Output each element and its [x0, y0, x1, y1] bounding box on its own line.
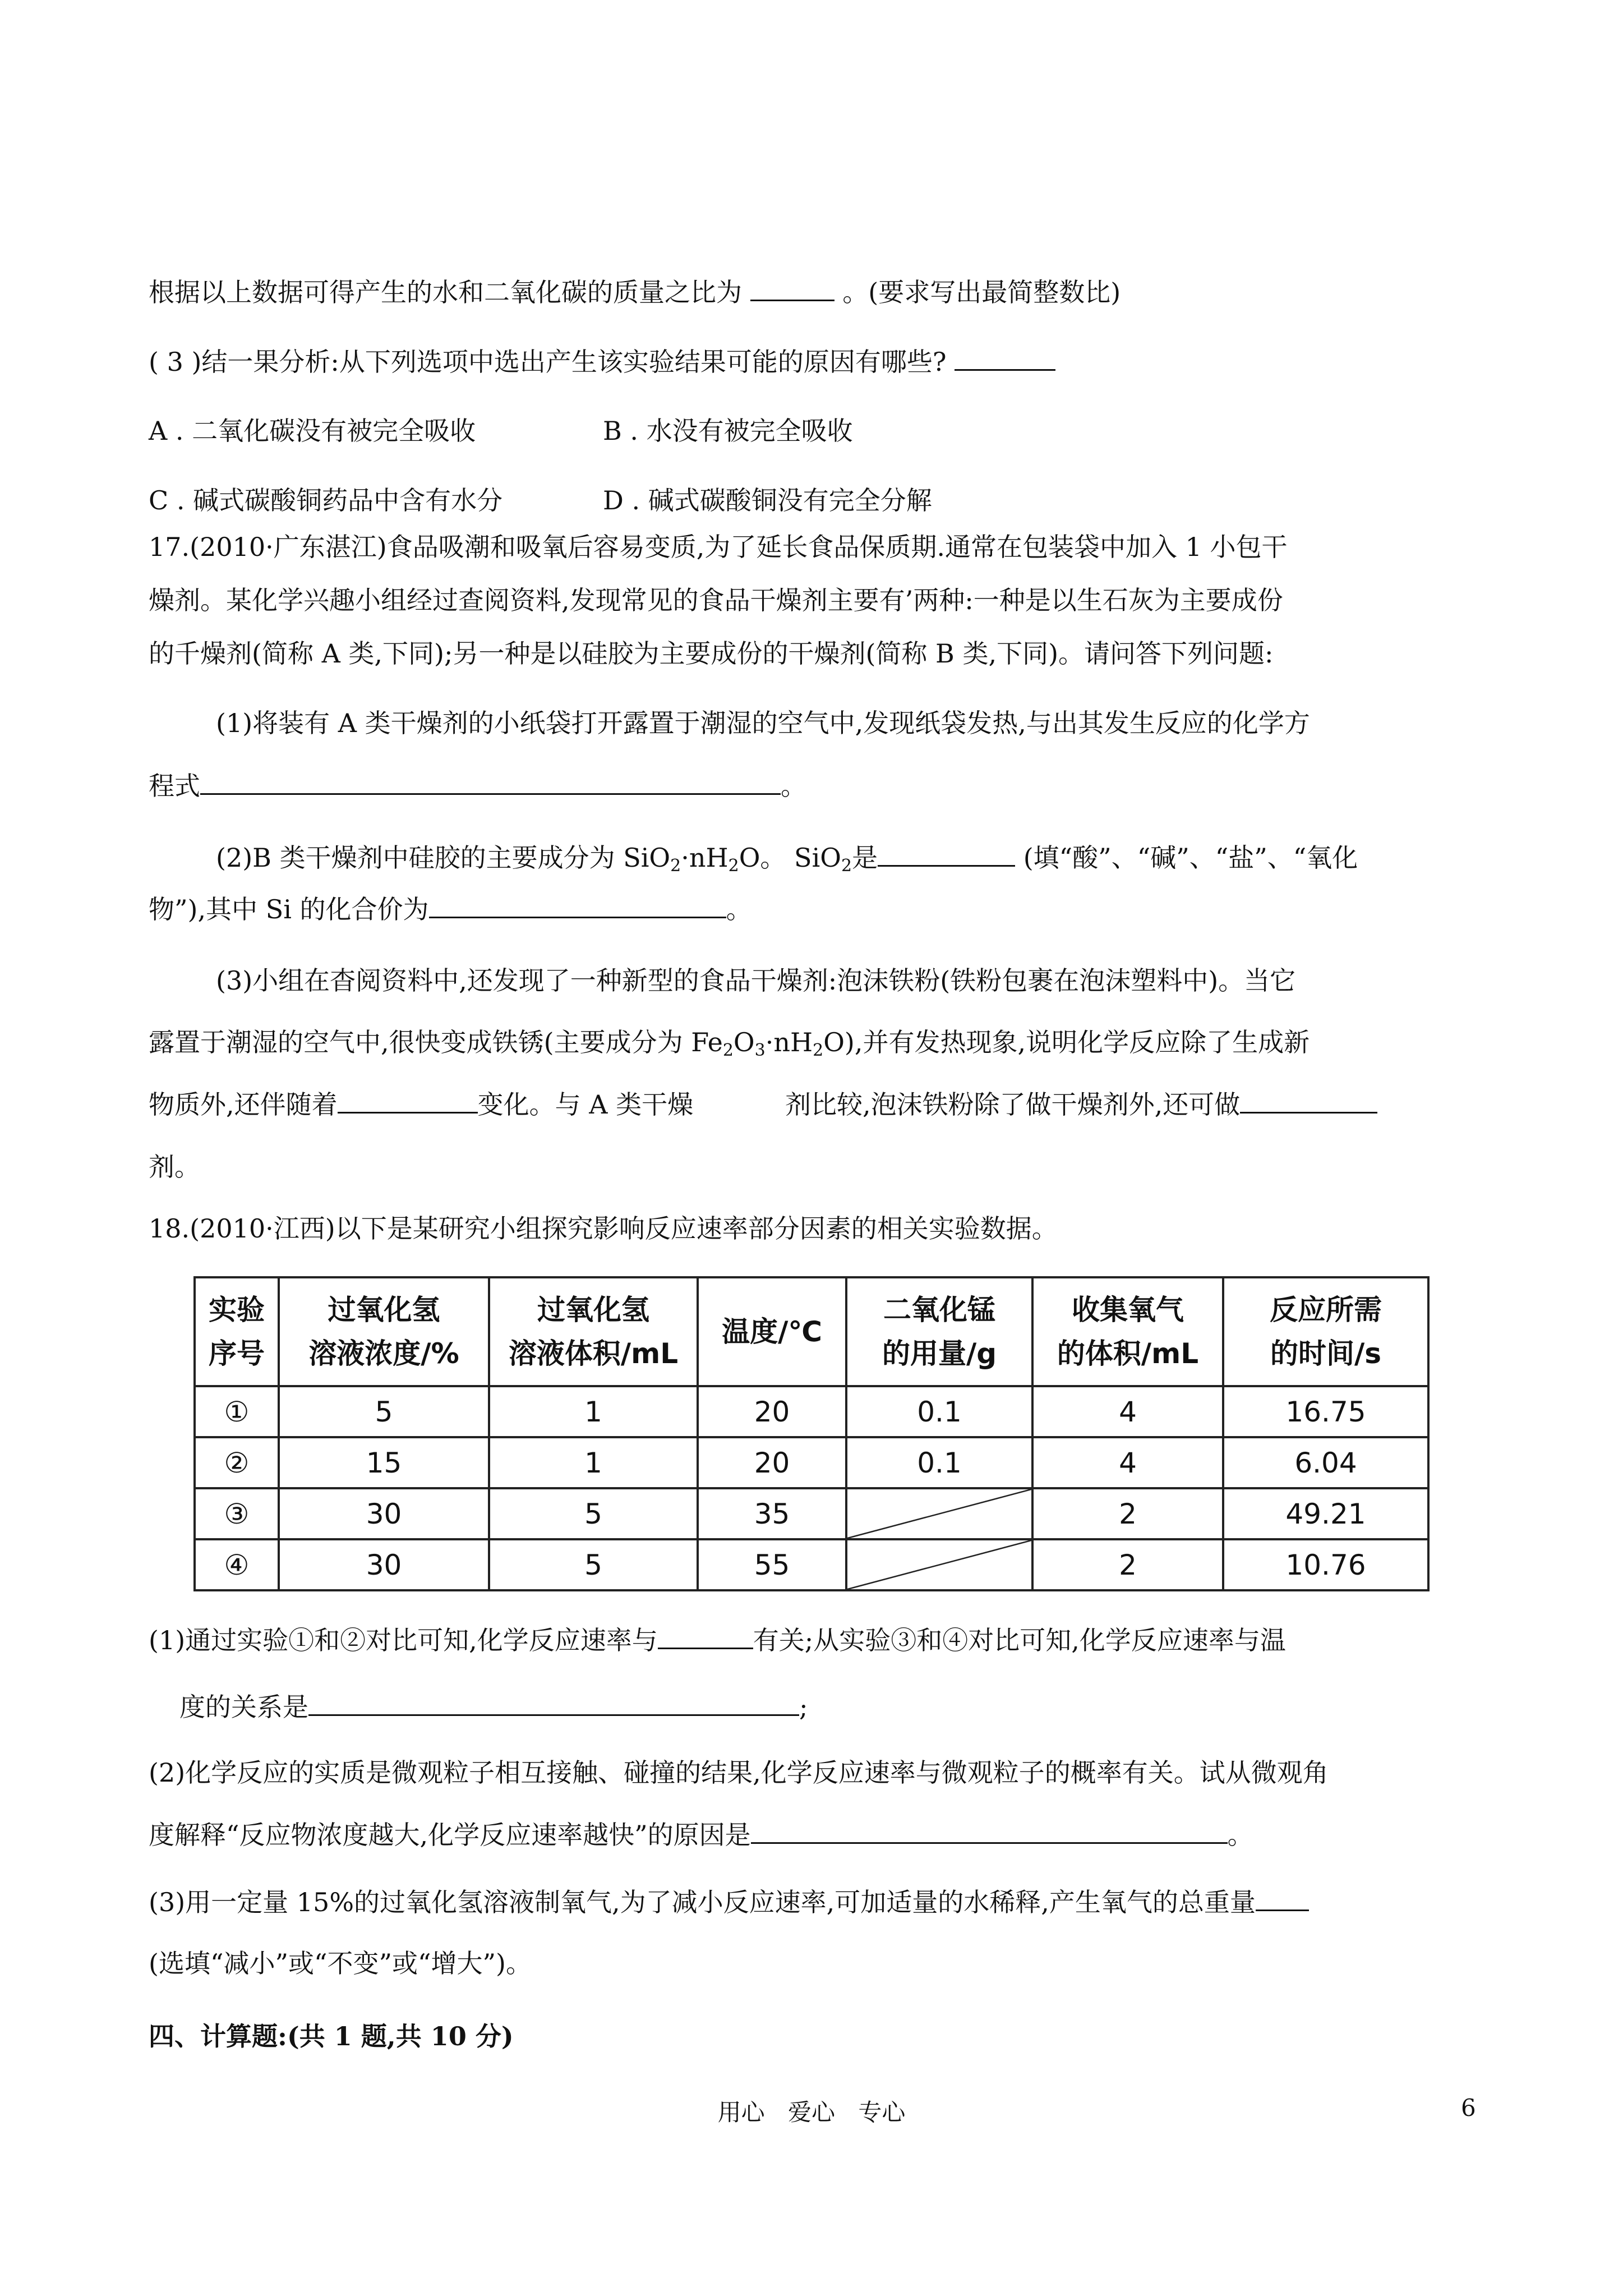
table-cell: 5: [279, 1386, 489, 1437]
q18-sub2: (2)化学反应的实质是微观粒子相互接触、碰撞的结果,化学反应速率与微观粒子的概率有关。试从微观角: [149, 1757, 1329, 1788]
q18-sub1-cont: 度的关系是 ;: [179, 1690, 808, 1724]
q18-sub2-cont: 度解释“反应物浓度越大,化学反应速率越快”的原因是 。: [149, 1818, 1253, 1852]
table-cell: 55: [698, 1539, 846, 1590]
answer-blank[interactable]: [429, 892, 726, 918]
answer-blank[interactable]: [338, 1087, 478, 1114]
experiment-table: [193, 1276, 1430, 1591]
q17-sub3-cont: 剂比较,泡沫铁粉除了做干燥剂外,还可做: [785, 1087, 1377, 1121]
table-cell: 0.1: [846, 1437, 1032, 1488]
q18-sub3: (3)用一定量 15%的过氧化氢溶液制氧气,为了减小反应速率,可加适量的水稀释,产生氧气的总重量: [149, 1885, 1309, 1919]
table-cell: 4: [1032, 1386, 1223, 1437]
q17-sub2: (2)B 类干燥剂中硅胶的主要成分为 $SiO_2\cdot nH_2O$。 SiO$_2$是 (填“酸”、“碱”、“盐”、“氧化: [216, 840, 1358, 875]
table-row: [195, 1488, 1428, 1539]
table-cell: 4: [1032, 1437, 1223, 1488]
table-cell: 1: [489, 1386, 698, 1437]
table-header-row: [195, 1277, 1428, 1386]
q17-line: 17.(2010·广东湛江)食品吸潮和吸氧后容易变质,为了延长食品保质期.通常在包装袋中加入 1 小包干: [149, 532, 1288, 562]
header-cell: 实验 序号: [195, 1277, 279, 1386]
table-cell: 35: [698, 1488, 846, 1539]
q17-sub1-cont: 程式 。: [149, 769, 806, 803]
page-number: 6: [1461, 2094, 1476, 2122]
table-cell: 1: [489, 1437, 698, 1488]
section-heading: 四、计算题:(共 1 题,共 10 分): [149, 2021, 514, 2051]
text-line: 根据以上数据可得产生的水和二氧化碳的质量之比为 。(要求写出最简整数比): [149, 275, 1121, 309]
table-cell: 20: [698, 1386, 846, 1437]
table-cell: ④: [195, 1539, 279, 1590]
text-line: ( 3 )结一果分析:从下列选项中选出产生该实验结果可能的原因有哪些?: [149, 344, 1055, 379]
table-cell: 30: [279, 1488, 489, 1539]
table-cell: 5: [489, 1488, 698, 1539]
q17-line: 燥剂。某化学兴趣小组经过查阅资料,发现常见的食品干燥剂主要有’两种:一种是以生石灰为主要成份: [149, 585, 1283, 615]
table-cell: ③: [195, 1488, 279, 1539]
answer-blank[interactable]: [878, 840, 1015, 867]
diagonal-cell: [846, 1488, 1032, 1539]
header-cell: 收集氧气 的体积/mL: [1032, 1277, 1223, 1386]
header-cell: 温度/℃: [698, 1277, 846, 1386]
diagonal-line: [847, 1540, 1031, 1589]
answer-blank[interactable]: [1256, 1885, 1309, 1911]
table-cell: 0.1: [846, 1386, 1032, 1437]
option-a: A . 二氧化碳没有被完全吸收: [149, 416, 476, 446]
table-row: [195, 1539, 1428, 1590]
answer-blank[interactable]: [200, 769, 781, 795]
q18-line: 18.(2010·江西)以下是某研究小组探究影响反应速率部分因素的相关实验数据。: [149, 1213, 1058, 1244]
header-cell: 二氧化锰 的用量/g: [846, 1277, 1032, 1386]
table-cell: 5: [489, 1539, 698, 1590]
answer-blank[interactable]: [955, 344, 1055, 371]
q17-sub3-cont: 露置于潮湿的空气中,很快变成铁锈(主要成分为 $Fe_2O_3\cdot nH_2O$),并有发热现象,说明化学反应除了生成新: [149, 1027, 1310, 1060]
header-cell: 过氧化氢 溶液浓度/%: [279, 1277, 489, 1386]
q17-line: 的千燥剂(简称 A 类,下同);另一种是以硅胶为主要成份的干燥剂(简称 B 类,下同)。请问答下列问题:: [149, 638, 1274, 669]
table-cell: 49.21: [1223, 1488, 1428, 1539]
table-cell: ①: [195, 1386, 279, 1437]
table-cell: 30: [279, 1539, 489, 1590]
q17-sub1: (1)将装有 A 类干燥剂的小纸袋打开露置于潮湿的空气中,发现纸袋发热,与出其发生反应的化学方: [216, 708, 1310, 738]
table-cell: ②: [195, 1437, 279, 1488]
q17-sub3: (3)小组在杳阅资料中,还发现了一种新型的食品干燥剂:泡沫铁粉(铁粉包裹在泡沫塑料中)。当它: [216, 965, 1296, 996]
diagonal-cell: [846, 1539, 1032, 1590]
q18-sub1: (1)通过实验①和②对比可知,化学反应速率与 有关;从实验③和④对比可知,化学反应速率与温: [149, 1623, 1286, 1657]
q17-sub3-end: 剂。: [149, 1152, 200, 1182]
answer-blank[interactable]: [750, 275, 834, 301]
answer-blank[interactable]: [1240, 1087, 1377, 1114]
answer-blank[interactable]: [751, 1818, 1228, 1844]
table-row: [195, 1437, 1428, 1488]
table-cell: 20: [698, 1437, 846, 1488]
diagonal-line: [847, 1489, 1031, 1538]
option-c: C . 碱式碳酸铜药品中含有水分: [149, 485, 503, 516]
q17-sub2-cont: 物”),其中 Si 的化合价为 。: [149, 892, 752, 926]
table-cell: 16.75: [1223, 1386, 1428, 1437]
option-b: B . 水没有被完全吸收: [603, 416, 853, 446]
table-cell: 2: [1032, 1488, 1223, 1539]
table-cell: 10.76: [1223, 1539, 1428, 1590]
table-cell: 15: [279, 1437, 489, 1488]
option-d: D . 碱式碳酸铜没有完全分解: [603, 485, 932, 516]
header-cell: 过氧化氢 溶液体积/mL: [489, 1277, 698, 1386]
header-cell: 反应所需 的时间/s: [1223, 1277, 1428, 1386]
table-cell: 2: [1032, 1539, 1223, 1590]
table-row: [195, 1386, 1428, 1437]
q17-sub3-cont: 物质外,还伴随着 变化。与 A 类干燥: [149, 1087, 693, 1121]
answer-blank[interactable]: [308, 1690, 799, 1716]
table-cell: 6.04: [1223, 1437, 1428, 1488]
q18-sub3-cont: (选填“减小”或“不变”或“增大”)。: [149, 1948, 532, 1978]
footer-motto: 用心 爱心 专心: [717, 2099, 906, 2126]
answer-blank[interactable]: [658, 1623, 753, 1649]
